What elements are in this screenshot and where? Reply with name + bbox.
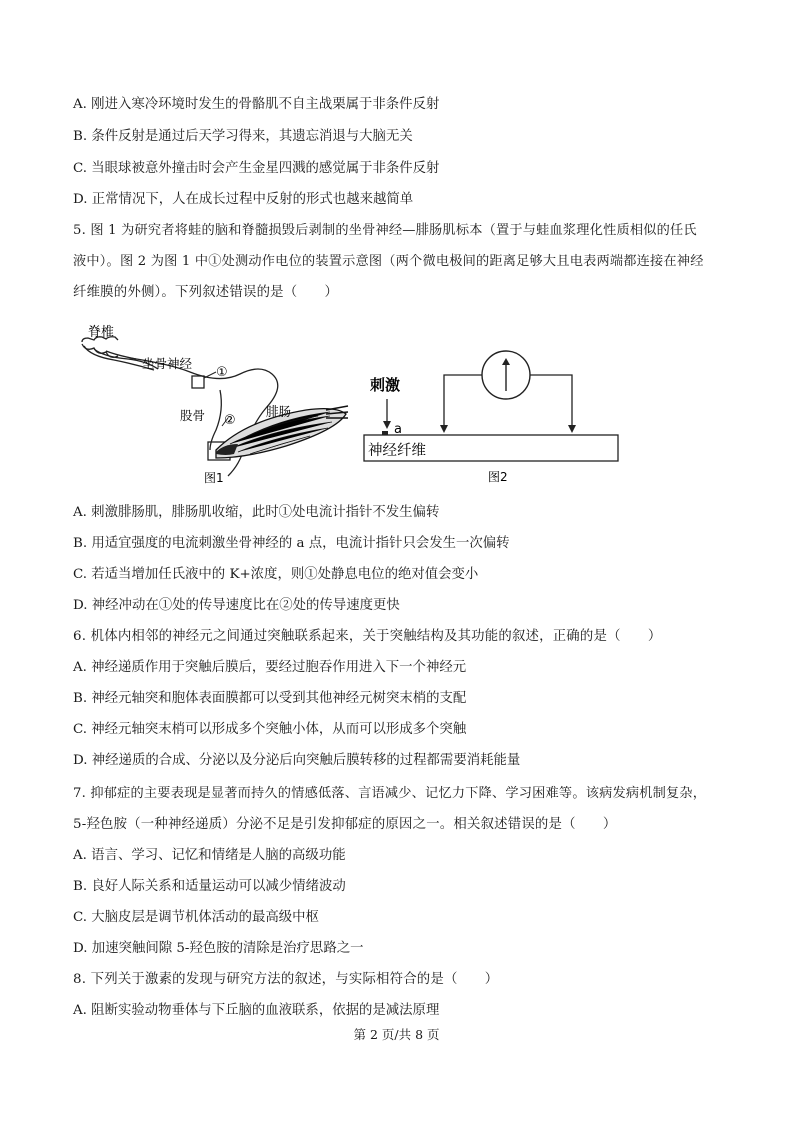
q5-option-c: C. 若适当增加任氏液中的 K+浓度，则①处静息电位的绝对值会变小 xyxy=(73,567,479,582)
frog-nerve-muscle-diagram xyxy=(70,320,360,490)
q4-option-b: B. 条件反射是通过后天学习得来，其遗忘消退与大脑无关 xyxy=(73,129,413,144)
figure-1-caption: 图1 xyxy=(204,471,224,485)
q7-option-c: C. 大脑皮层是调节机体活动的最高级中枢 xyxy=(73,910,319,925)
muscle-label: 腓肠 xyxy=(266,404,292,419)
q6-option-b: B. 神经元轴突和胞体表面膜都可以受到其他神经元树突末梢的支配 xyxy=(73,691,467,706)
spine-label: 脊椎 xyxy=(88,325,115,340)
stimulus-label: 刺激 xyxy=(370,376,401,394)
figure-1 xyxy=(70,320,360,490)
q7-option-b: B. 良好人际关系和适量运动可以减少情绪波动 xyxy=(73,879,346,894)
fiber-label: 神经纤维 xyxy=(368,443,426,459)
q6-option-d: D. 神经递质的合成、分泌以及分泌后向突触后膜转移的过程都需要消耗能量 xyxy=(73,753,521,768)
femur-label: 股骨 xyxy=(180,408,206,423)
q4-option-a: A. 刚进入寒冷环境时发生的骨骼肌不自主战栗属于非条件反射 xyxy=(73,97,440,112)
q5-stem-line-1: 5. 图 1 为研究者将蛙的脑和脊髓损毁后剥制的坐骨神经—腓肠肌标本（置于与蛙血浆理化性质相似的任氏 xyxy=(73,223,697,238)
point-a-label: a xyxy=(394,422,402,437)
q6-option-a: A. 神经递质作用于突触后膜后，要经过胞吞作用进入下一个神经元 xyxy=(73,660,467,675)
q6-stem: 6. 机体内相邻的神经元之间通过突触联系起来，关于突触结构及其功能的叙述，正确的是（ ） xyxy=(73,629,662,644)
q4-option-d: D. 正常情况下，人在成长过程中反射的形式也越来越简单 xyxy=(73,192,414,207)
q4-option-c: C. 当眼球被意外撞击时会产生金星四溅的感觉属于非条件反射 xyxy=(73,161,440,176)
q6-option-c: C. 神经元轴突末梢可以形成多个突触小体，从而可以形成多个突触 xyxy=(73,722,467,737)
figure-2 xyxy=(360,345,630,485)
femur-bone xyxy=(210,390,221,450)
measure-point-1-box xyxy=(192,376,204,388)
q5-stem-line-2: 液中）。图 2 为图 1 中①处测动作电位的装置示意图（两个微电极间的距离足够大且电表两端都连接在神经 xyxy=(73,254,704,269)
q5-option-a: A. 刺激腓肠肌，腓肠肌收缩，此时①处电流计指针不发生偏转 xyxy=(73,505,440,520)
figure-2-caption: 图2 xyxy=(488,470,508,484)
q5-option-d: D. 神经冲动在①处的传导速度比在②处的传导速度更快 xyxy=(73,598,400,613)
point-2-label: ② xyxy=(224,413,236,428)
q7-option-a: A. 语言、学习、记忆和情绪是人脑的高级功能 xyxy=(73,848,346,863)
right-electrode-wire xyxy=(530,375,572,431)
q5-option-b: B. 用适宜强度的电流刺激坐骨神经的 a 点，电流计指针只会发生一次偏转 xyxy=(73,536,510,551)
q7-option-d: D. 加速突触间隙 5-羟色胺的清除是治疗思路之一 xyxy=(73,941,364,956)
point-1-label: ① xyxy=(216,365,228,380)
q8-stem: 8. 下列关于激素的发现与研究方法的叙述，与实际相符合的是（ ） xyxy=(73,972,499,987)
left-electrode-wire xyxy=(444,375,482,431)
nerve-label: 坐骨神经 xyxy=(142,356,193,371)
q7-stem-line-1: 7. 抑郁症的主要表现是显著而持久的情感低落、言语减少、记忆力下降、学习困难等。该病发病机制复杂， xyxy=(73,786,707,801)
q5-stem-line-3: 纤维膜的外侧）。下列叙述错误的是（ ） xyxy=(73,285,339,300)
electrode-setup-diagram xyxy=(360,345,630,485)
q8-option-a: A. 阻断实验动物垂体与下丘脑的血液联系，依据的是减法原理 xyxy=(73,1003,440,1018)
page-footer: 第 2 页/共 8 页 xyxy=(353,1027,440,1042)
q7-stem-line-2: 5-羟色胺（一种神经递质）分泌不足是引发抑郁症的原因之一。相关叙述错误的是（ ） xyxy=(73,817,617,832)
